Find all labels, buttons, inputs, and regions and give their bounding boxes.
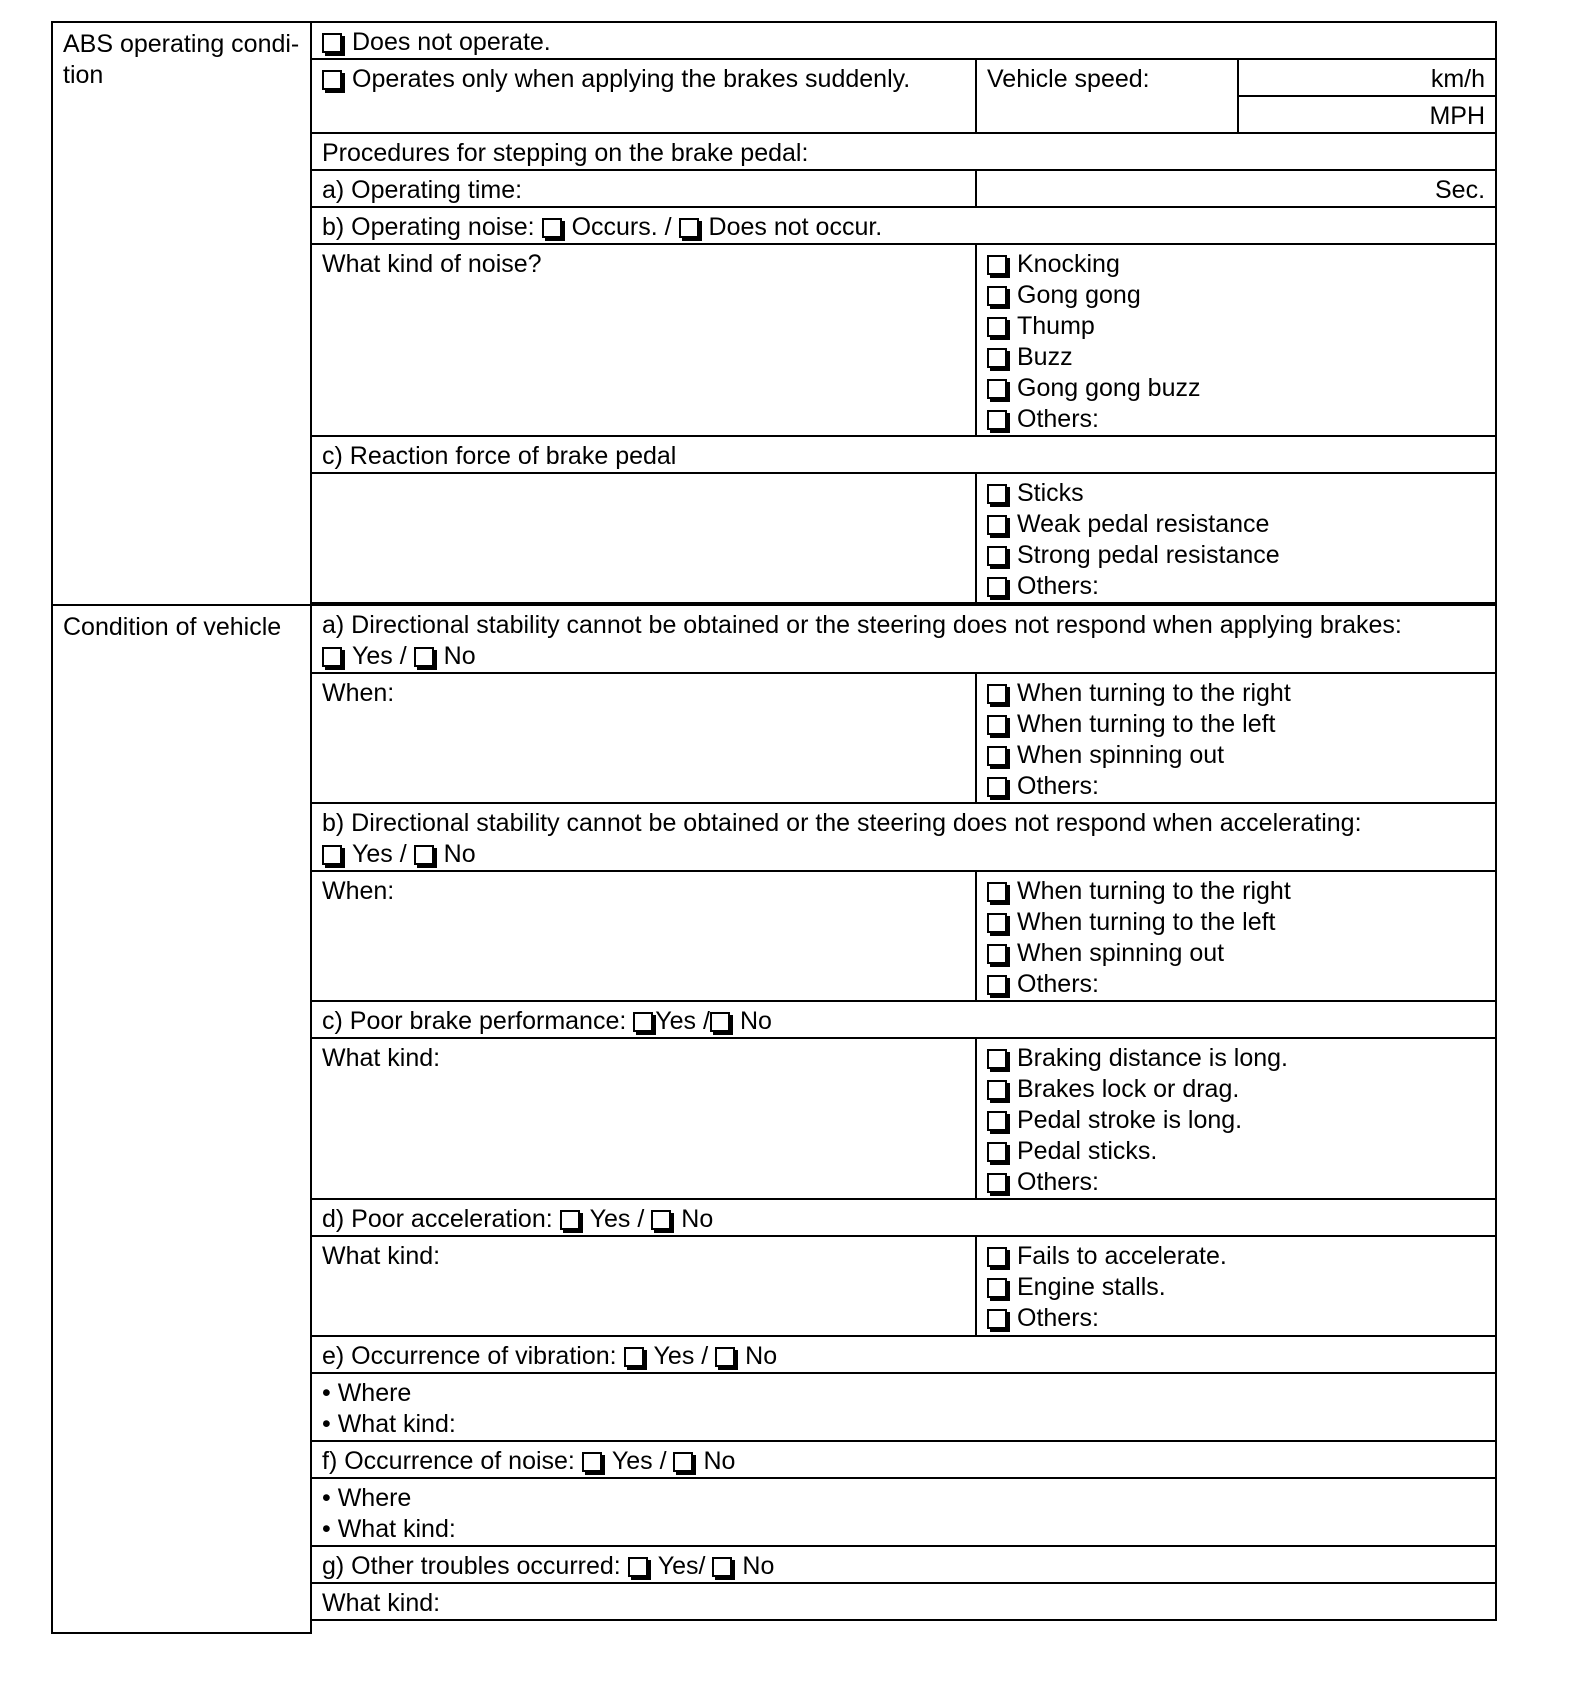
brake-option-label: Pedal stroke is long.	[1017, 1106, 1243, 1134]
brake-kind-options	[976, 1038, 1496, 1199]
reaction-force-heading: c) Reaction force of brake pedal	[311, 436, 1496, 473]
brake-option	[987, 1167, 1485, 1198]
when-option-checkbox[interactable]	[987, 684, 1007, 704]
other-troubles-cell	[311, 1546, 1496, 1583]
mph-unit: MPH	[1429, 102, 1486, 130]
vibration-where: • Where	[322, 1379, 412, 1407]
brake-option-label: Brakes lock or drag.	[1017, 1075, 1240, 1103]
sec-unit: Sec.	[1434, 176, 1486, 204]
noise-option-checkbox[interactable]	[987, 379, 1007, 399]
noise-option	[987, 311, 1485, 342]
accel-option-checkbox[interactable]	[987, 1309, 1007, 1329]
yes-checkbox[interactable]	[322, 845, 342, 865]
does-not-operate-cell	[311, 22, 1496, 59]
when-option-label: When spinning out	[1017, 741, 1225, 769]
reaction-option	[987, 509, 1485, 540]
when-option-checkbox[interactable]	[987, 746, 1007, 766]
noise-details[interactable]	[311, 1478, 1496, 1546]
noise-where: • Where	[322, 1484, 412, 1512]
when-accel-label: When:	[311, 871, 976, 1001]
when-option	[987, 771, 1485, 802]
no-checkbox[interactable]	[414, 845, 434, 865]
abs-diagnosis-worksheet	[51, 21, 1497, 1634]
no-checkbox[interactable]	[414, 647, 434, 667]
brake-option	[987, 1074, 1485, 1105]
brake-option-checkbox[interactable]	[987, 1142, 1007, 1162]
yes-label: Yes/	[657, 1552, 706, 1580]
when-option-checkbox[interactable]	[987, 944, 1007, 964]
reaction-option-label: Others:	[1017, 572, 1099, 600]
when-option	[987, 876, 1485, 907]
noise-option-checkbox[interactable]	[987, 286, 1007, 306]
brake-option-label: Others:	[1017, 1168, 1099, 1196]
when-option	[987, 907, 1485, 938]
brake-option	[987, 1105, 1485, 1136]
accel-kind-label: What kind:	[311, 1236, 976, 1336]
reaction-option-checkbox[interactable]	[987, 484, 1007, 504]
when-option-label: When turning to the left	[1017, 908, 1276, 936]
when-braking-label: When:	[311, 673, 976, 803]
yes-checkbox[interactable]	[628, 1557, 648, 1577]
when-option	[987, 969, 1485, 1000]
when-option-checkbox[interactable]	[987, 777, 1007, 797]
brake-option-checkbox[interactable]	[987, 1173, 1007, 1193]
no-label: No	[681, 1205, 714, 1233]
stability-accel-cell	[311, 803, 1496, 871]
yes-checkbox[interactable]	[582, 1452, 602, 1472]
brake-option-checkbox[interactable]	[987, 1080, 1007, 1100]
no-checkbox[interactable]	[651, 1210, 671, 1230]
when-option-label: When turning to the right	[1017, 679, 1291, 707]
reaction-option-checkbox[interactable]	[987, 577, 1007, 597]
stability-braking-yesno	[322, 641, 1485, 672]
operating-time-field[interactable]	[976, 170, 1496, 207]
when-option-checkbox[interactable]	[987, 882, 1007, 902]
when-option	[987, 709, 1485, 740]
speed-kmh-field[interactable]	[1238, 59, 1496, 96]
no-label: No	[739, 1007, 772, 1035]
brake-kind-label: What kind:	[311, 1038, 976, 1199]
no-label: No	[443, 642, 476, 670]
accel-option-checkbox[interactable]	[987, 1278, 1007, 1298]
reaction-option	[987, 571, 1485, 602]
noise-option-checkbox[interactable]	[987, 410, 1007, 430]
no-checkbox[interactable]	[715, 1347, 735, 1367]
accel-option	[987, 1272, 1485, 1303]
kmh-unit: km/h	[1430, 65, 1486, 93]
when-option	[987, 740, 1485, 771]
vibration-label: e) Occurrence of vibration:	[322, 1342, 617, 1370]
yes-label: Yes /	[611, 1447, 667, 1475]
noise-option	[987, 249, 1485, 280]
when-braking-options	[976, 673, 1496, 803]
noise-option-label: Gong gong buzz	[1017, 374, 1201, 402]
noise-option	[987, 280, 1485, 311]
noise-option-checkbox[interactable]	[987, 255, 1007, 275]
yes-label: Yes /	[589, 1205, 645, 1233]
noise-occurrence-label: f) Occurrence of noise:	[322, 1447, 575, 1475]
operates-sudden-label: Operates only when applying the brakes suddenly.	[352, 65, 911, 93]
noise-option-label: Gong gong	[1017, 281, 1141, 309]
when-option-label: When turning to the right	[1017, 877, 1291, 905]
noise-option-checkbox[interactable]	[987, 317, 1007, 337]
poor-accel-cell	[311, 1199, 1496, 1236]
when-option-label: When turning to the left	[1017, 710, 1276, 738]
vibration-what-kind: • What kind:	[322, 1410, 456, 1438]
noise-occurs-label: Occurs. /	[571, 213, 672, 241]
accel-option-label: Others:	[1017, 1304, 1099, 1332]
speed-mph-field[interactable]	[1238, 96, 1496, 133]
noise-option	[987, 373, 1485, 404]
stability-braking-cell	[311, 605, 1496, 673]
brake-option	[987, 1043, 1485, 1074]
reaction-option	[987, 478, 1485, 509]
vibration-cell	[311, 1336, 1496, 1373]
noise-option-label: Thump	[1017, 312, 1095, 340]
poor-brake-cell	[311, 1001, 1496, 1038]
condition-of-vehicle-label: Condition of vehicle	[52, 605, 311, 1633]
brake-option	[987, 1136, 1485, 1167]
noise-option-checkbox[interactable]	[987, 348, 1007, 368]
accel-option-label: Engine stalls.	[1017, 1273, 1166, 1301]
no-label: No	[443, 840, 476, 868]
noise-kind-label: What kind of noise?	[311, 244, 976, 436]
noise-what-kind: • What kind:	[322, 1515, 456, 1543]
yes-checkbox[interactable]	[624, 1347, 644, 1367]
no-checkbox[interactable]	[712, 1557, 732, 1577]
stability-braking-text: a) Directional stability cannot be obtained or the steering does not respond when applying brakes:	[322, 611, 1402, 639]
noise-option-label: Knocking	[1017, 250, 1120, 278]
operating-noise-label: b) Operating noise:	[322, 213, 535, 241]
no-checkbox[interactable]	[673, 1452, 693, 1472]
when-option-checkbox[interactable]	[987, 715, 1007, 735]
does-not-operate-checkbox[interactable]	[322, 33, 342, 53]
stability-accel-text: b) Directional stability cannot be obtained or the steering does not respond when accelerating:	[322, 809, 1362, 837]
operating-time-label: a) Operating time:	[311, 170, 976, 207]
accel-kind-options	[976, 1236, 1496, 1336]
accel-option-checkbox[interactable]	[987, 1247, 1007, 1267]
when-option-checkbox[interactable]	[987, 913, 1007, 933]
operates-sudden-checkbox[interactable]	[322, 70, 342, 90]
no-label: No	[703, 1447, 736, 1475]
other-troubles-label: g) Other troubles occurred:	[322, 1552, 621, 1580]
reaction-option-checkbox[interactable]	[987, 546, 1007, 566]
reaction-option-label: Strong pedal resistance	[1017, 541, 1280, 569]
yes-checkbox[interactable]	[560, 1210, 580, 1230]
yes-label: Yes /	[352, 642, 407, 670]
no-label: No	[745, 1342, 778, 1370]
noise-occurrence-cell	[311, 1441, 1496, 1478]
accel-option	[987, 1241, 1485, 1272]
yes-label: Yes /	[653, 1342, 709, 1370]
procedures-heading: Procedures for stepping on the brake pedal:	[311, 133, 1496, 170]
yes-label: Yes /	[655, 1007, 710, 1035]
when-option-label: When spinning out	[1017, 939, 1225, 967]
when-option-checkbox[interactable]	[987, 975, 1007, 995]
brake-option-label: Braking distance is long.	[1017, 1044, 1288, 1072]
stability-accel-yesno	[322, 839, 1485, 870]
reaction-force-blank	[311, 473, 976, 603]
abs-label-line2: tion	[63, 61, 104, 89]
noise-does-not-occur-checkbox[interactable]	[679, 218, 699, 238]
reaction-option	[987, 540, 1485, 571]
reaction-option-label: Weak pedal resistance	[1017, 510, 1270, 538]
does-not-operate-label: Does not operate.	[352, 28, 551, 56]
noise-option	[987, 404, 1485, 435]
when-accel-options	[976, 871, 1496, 1001]
yes-label: Yes /	[352, 840, 407, 868]
noise-kind-options	[976, 244, 1496, 436]
when-option-label: Others:	[1017, 970, 1099, 998]
noise-occurs-checkbox[interactable]	[542, 218, 562, 238]
reaction-force-options	[976, 473, 1496, 603]
when-option	[987, 938, 1485, 969]
brake-option-checkbox[interactable]	[987, 1049, 1007, 1069]
abs-operating-condition-label	[52, 22, 311, 605]
operates-sudden-cell	[311, 59, 976, 133]
other-troubles-kind[interactable]: What kind:	[311, 1583, 1496, 1620]
no-label: No	[742, 1552, 775, 1580]
poor-accel-label: d) Poor acceleration:	[322, 1205, 553, 1233]
brake-option-label: Pedal sticks.	[1017, 1137, 1158, 1165]
when-option	[987, 678, 1485, 709]
poor-brake-label: c) Poor brake performance:	[322, 1007, 627, 1035]
accel-option-label: Fails to accelerate.	[1017, 1242, 1227, 1270]
brake-option-checkbox[interactable]	[987, 1111, 1007, 1131]
no-checkbox[interactable]	[710, 1012, 730, 1032]
noise-does-not-occur-label: Does not occur.	[708, 213, 883, 241]
noise-option-label: Others:	[1017, 405, 1099, 433]
reaction-option-checkbox[interactable]	[987, 515, 1007, 535]
abs-label-line1: ABS operating condi-	[63, 30, 300, 58]
operating-noise-cell	[311, 207, 1496, 244]
yes-checkbox[interactable]	[633, 1012, 653, 1032]
accel-option	[987, 1303, 1485, 1334]
noise-option	[987, 342, 1485, 373]
when-option-label: Others:	[1017, 772, 1099, 800]
noise-option-label: Buzz	[1017, 343, 1073, 371]
vehicle-speed-label: Vehicle speed:	[976, 59, 1238, 133]
reaction-option-label: Sticks	[1017, 479, 1084, 507]
yes-checkbox[interactable]	[322, 647, 342, 667]
vibration-details[interactable]	[311, 1373, 1496, 1441]
